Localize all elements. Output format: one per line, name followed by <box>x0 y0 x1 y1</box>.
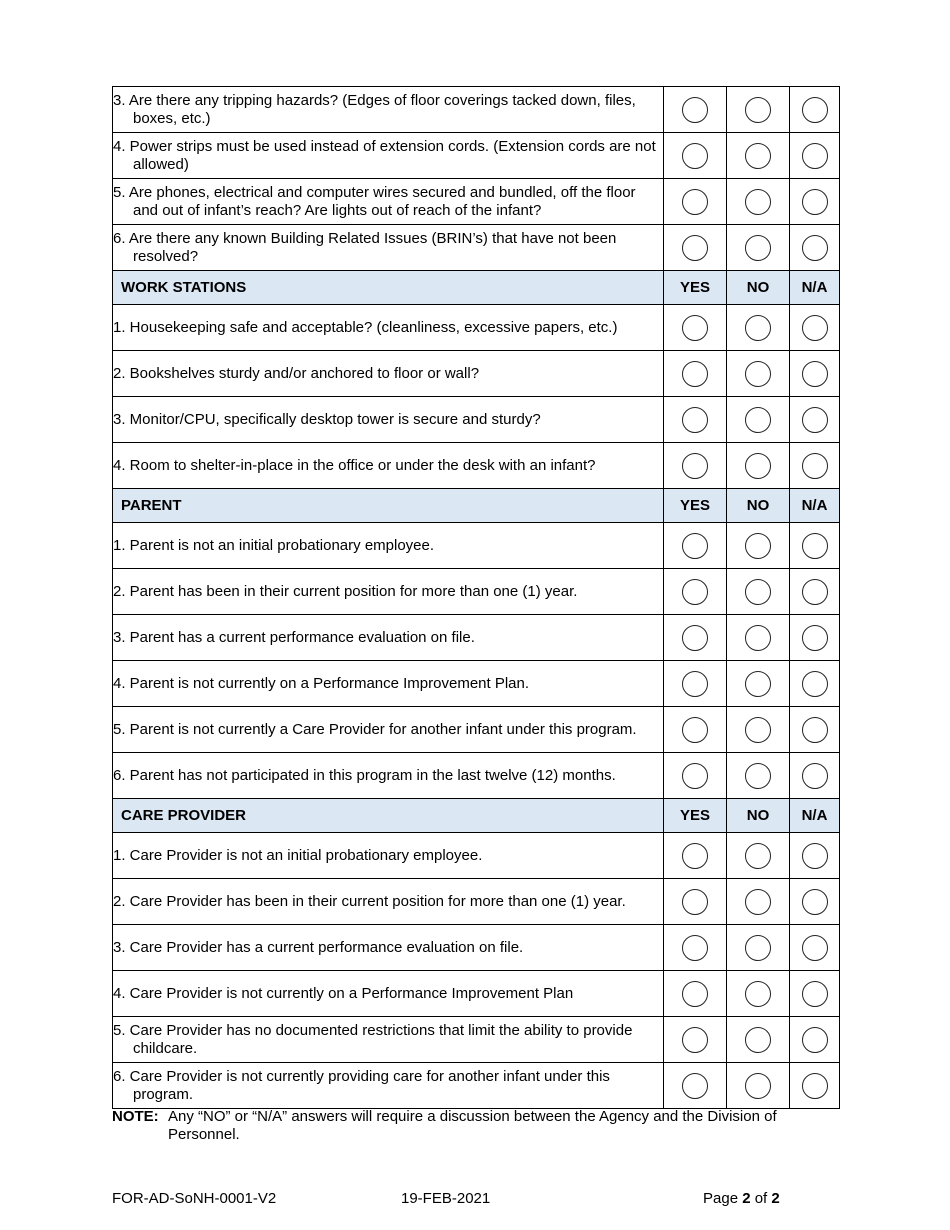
option-cell-no <box>727 925 790 971</box>
column-header-na: N/A <box>790 799 840 833</box>
column-header-no: NO <box>727 489 790 523</box>
radio-no[interactable] <box>745 143 771 169</box>
option-cell-na <box>790 753 840 799</box>
option-cell-na <box>790 707 840 753</box>
question-text: 2. Care Provider has been in their current position for more than one (1) year. <box>113 892 626 910</box>
option-cell-na <box>790 615 840 661</box>
option-cell-yes <box>664 397 727 443</box>
radio-yes[interactable] <box>682 189 708 215</box>
radio-no[interactable] <box>745 763 771 789</box>
option-cell-no <box>727 879 790 925</box>
question-cell <box>113 523 664 569</box>
radio-na[interactable] <box>802 97 828 123</box>
column-header-na: N/A <box>790 271 840 305</box>
note-text: Any “NO” or “N/A” answers will require a discussion between the Agency and the Division of Personnel. <box>168 1108 777 1143</box>
radio-na[interactable] <box>802 315 828 341</box>
radio-yes[interactable] <box>682 361 708 387</box>
checklist-row <box>113 569 840 615</box>
option-cell-yes <box>664 707 727 753</box>
page-prefix: Page <box>703 1190 743 1207</box>
section-title: WORK STATIONS <box>113 271 664 305</box>
checklist-row <box>113 305 840 351</box>
form-date: 19-FEB-2021 <box>401 1190 491 1207</box>
option-cell-no <box>727 397 790 443</box>
radio-no[interactable] <box>745 1027 771 1053</box>
option-cell-no <box>727 615 790 661</box>
question-cell <box>113 925 664 971</box>
question-text: 5. Care Provider has no documented restrictions that limit the ability to provide childcare. <box>113 1021 633 1057</box>
option-cell-yes <box>664 351 727 397</box>
page-total: 2 <box>771 1190 780 1207</box>
question-cell <box>113 133 664 179</box>
question-cell <box>113 615 664 661</box>
option-cell-no <box>727 1017 790 1063</box>
option-cell-yes <box>664 225 727 271</box>
radio-yes[interactable] <box>682 315 708 341</box>
radio-no[interactable] <box>745 1073 771 1099</box>
question-text: 5. Are phones, electrical and computer wires secured and bundled, off the floor and out of infant’s reach? Are lights out of reach of the infant? <box>113 183 636 219</box>
checklist-row <box>113 661 840 707</box>
option-cell-no <box>727 443 790 489</box>
radio-na[interactable] <box>802 935 828 961</box>
option-cell-na <box>790 569 840 615</box>
question-text: 6. Parent has not participated in this program in the last twelve (12) months. <box>113 766 616 784</box>
question-text: 3. Are there any tripping hazards? (Edges of floor coverings tacked down, files, boxes, etc.) <box>113 91 636 127</box>
radio-yes[interactable] <box>682 235 708 261</box>
column-header-yes: YES <box>664 799 727 833</box>
checklist-row <box>113 179 840 225</box>
question-text: 4. Power strips must be used instead of extension cords. (Extension cords are not allowed) <box>113 137 656 173</box>
question-cell <box>113 225 664 271</box>
radio-yes[interactable] <box>682 143 708 169</box>
section-title: CARE PROVIDER <box>113 799 664 833</box>
radio-yes[interactable] <box>682 763 708 789</box>
option-cell-na <box>790 1063 840 1109</box>
column-header-na: N/A <box>790 489 840 523</box>
radio-no[interactable] <box>745 315 771 341</box>
page-number <box>703 1190 780 1207</box>
note <box>112 1108 832 1144</box>
question-cell <box>113 1017 664 1063</box>
question-cell <box>113 753 664 799</box>
question-text: 1. Care Provider is not an initial probationary employee. <box>113 846 483 864</box>
option-cell-na <box>790 443 840 489</box>
question-text: 4. Parent is not currently on a Performance Improvement Plan. <box>113 674 530 692</box>
note-label: NOTE: <box>112 1108 159 1125</box>
question-cell <box>113 1063 664 1109</box>
radio-na[interactable] <box>802 143 828 169</box>
checklist-row <box>113 133 840 179</box>
option-cell-na <box>790 225 840 271</box>
radio-no[interactable] <box>745 935 771 961</box>
option-cell-no <box>727 753 790 799</box>
option-cell-no <box>727 523 790 569</box>
option-cell-no <box>727 225 790 271</box>
radio-na[interactable] <box>802 189 828 215</box>
section-header <box>113 271 840 305</box>
question-cell <box>113 707 664 753</box>
checklist-row <box>113 523 840 569</box>
question-text: 2. Bookshelves sturdy and/or anchored to floor or wall? <box>113 364 480 382</box>
option-cell-yes <box>664 925 727 971</box>
option-cell-na <box>790 1017 840 1063</box>
radio-yes[interactable] <box>682 625 708 651</box>
option-cell-yes <box>664 569 727 615</box>
option-cell-na <box>790 925 840 971</box>
checklist-row <box>113 443 840 489</box>
page-middle: of <box>750 1190 772 1207</box>
page-current: 2 <box>742 1190 751 1207</box>
option-cell-na <box>790 397 840 443</box>
radio-yes[interactable] <box>682 453 708 479</box>
radio-no[interactable] <box>745 625 771 651</box>
question-cell <box>113 879 664 925</box>
radio-na[interactable] <box>802 763 828 789</box>
question-text: 3. Care Provider has a current performance evaluation on file. <box>113 938 524 956</box>
option-cell-yes <box>664 305 727 351</box>
option-cell-na <box>790 87 840 133</box>
question-cell <box>113 87 664 133</box>
radio-na[interactable] <box>802 453 828 479</box>
option-cell-no <box>727 87 790 133</box>
radio-na[interactable] <box>802 361 828 387</box>
checklist-row <box>113 971 840 1017</box>
option-cell-no <box>727 833 790 879</box>
question-cell <box>113 179 664 225</box>
checklist-row <box>113 87 840 133</box>
radio-na[interactable] <box>802 671 828 697</box>
option-cell-no <box>727 569 790 615</box>
option-cell-no <box>727 179 790 225</box>
checklist-row <box>113 833 840 879</box>
option-cell-no <box>727 305 790 351</box>
radio-na[interactable] <box>802 407 828 433</box>
checklist-row <box>113 225 840 271</box>
option-cell-yes <box>664 87 727 133</box>
option-cell-na <box>790 523 840 569</box>
checklist-row <box>113 879 840 925</box>
radio-no[interactable] <box>745 889 771 915</box>
column-header-yes: YES <box>664 271 727 305</box>
option-cell-no <box>727 971 790 1017</box>
question-text: 3. Monitor/CPU, specifically desktop tower is secure and sturdy? <box>113 410 541 428</box>
radio-no[interactable] <box>745 97 771 123</box>
form-id: FOR-AD-SoNH-0001-V2 <box>112 1190 277 1207</box>
radio-no[interactable] <box>745 235 771 261</box>
radio-yes[interactable] <box>682 671 708 697</box>
question-cell <box>113 397 664 443</box>
question-text: 3. Parent has a current performance evaluation on file. <box>113 628 475 646</box>
option-cell-no <box>727 1063 790 1109</box>
question-cell <box>113 569 664 615</box>
checklist-row <box>113 615 840 661</box>
radio-na[interactable] <box>802 717 828 743</box>
radio-no[interactable] <box>745 407 771 433</box>
radio-yes[interactable] <box>682 407 708 433</box>
checklist-row <box>113 351 840 397</box>
option-cell-yes <box>664 615 727 661</box>
radio-no[interactable] <box>745 453 771 479</box>
radio-na[interactable] <box>802 533 828 559</box>
option-cell-na <box>790 305 840 351</box>
radio-yes[interactable] <box>682 533 708 559</box>
radio-no[interactable] <box>745 579 771 605</box>
radio-yes[interactable] <box>682 1027 708 1053</box>
section-header <box>113 799 840 833</box>
option-cell-yes <box>664 1017 727 1063</box>
radio-no[interactable] <box>745 361 771 387</box>
option-cell-na <box>790 351 840 397</box>
question-cell <box>113 833 664 879</box>
radio-na[interactable] <box>802 579 828 605</box>
option-cell-yes <box>664 879 727 925</box>
question-text: 2. Parent has been in their current position for more than one (1) year. <box>113 582 578 600</box>
radio-yes[interactable] <box>682 1073 708 1099</box>
checklist-row <box>113 1017 840 1063</box>
question-cell <box>113 351 664 397</box>
option-cell-no <box>727 707 790 753</box>
column-header-no: NO <box>727 799 790 833</box>
question-text: 4. Room to shelter-in-place in the office or under the desk with an infant? <box>113 456 596 474</box>
question-cell <box>113 305 664 351</box>
column-header-yes: YES <box>664 489 727 523</box>
question-text: 1. Housekeeping safe and acceptable? (cleanliness, excessive papers, etc.) <box>113 318 618 336</box>
question-text: 6. Care Provider is not currently providing care for another infant under this program. <box>113 1067 610 1103</box>
radio-yes[interactable] <box>682 97 708 123</box>
checklist-row <box>113 707 840 753</box>
checklist-row <box>113 1063 840 1109</box>
option-cell-na <box>790 833 840 879</box>
option-cell-yes <box>664 753 727 799</box>
radio-yes[interactable] <box>682 981 708 1007</box>
question-cell <box>113 661 664 707</box>
radio-no[interactable] <box>745 189 771 215</box>
radio-na[interactable] <box>802 625 828 651</box>
option-cell-na <box>790 661 840 707</box>
radio-no[interactable] <box>745 717 771 743</box>
radio-yes[interactable] <box>682 935 708 961</box>
option-cell-no <box>727 661 790 707</box>
checklist-table <box>112 86 840 1109</box>
option-cell-na <box>790 971 840 1017</box>
option-cell-yes <box>664 133 727 179</box>
radio-na[interactable] <box>802 1073 828 1099</box>
radio-yes[interactable] <box>682 889 708 915</box>
option-cell-yes <box>664 661 727 707</box>
section-header <box>113 489 840 523</box>
radio-no[interactable] <box>745 533 771 559</box>
question-text: 1. Parent is not an initial probationary employee. <box>113 536 435 554</box>
question-text: 4. Care Provider is not currently on a Performance Improvement Plan <box>113 984 574 1002</box>
question-text: 6. Are there any known Building Related Issues (BRIN’s) that have not been resolved? <box>113 229 617 265</box>
radio-na[interactable] <box>802 843 828 869</box>
checklist-row <box>113 397 840 443</box>
radio-no[interactable] <box>745 671 771 697</box>
option-cell-no <box>727 133 790 179</box>
option-cell-yes <box>664 833 727 879</box>
radio-yes[interactable] <box>682 579 708 605</box>
option-cell-yes <box>664 1063 727 1109</box>
option-cell-na <box>790 133 840 179</box>
option-cell-na <box>790 879 840 925</box>
radio-yes[interactable] <box>682 843 708 869</box>
question-text: 5. Parent is not currently a Care Provider for another infant under this program. <box>113 720 637 738</box>
option-cell-yes <box>664 179 727 225</box>
radio-no[interactable] <box>745 843 771 869</box>
option-cell-no <box>727 351 790 397</box>
section-title: PARENT <box>113 489 664 523</box>
option-cell-yes <box>664 971 727 1017</box>
option-cell-na <box>790 179 840 225</box>
option-cell-yes <box>664 443 727 489</box>
question-cell <box>113 443 664 489</box>
column-header-no: NO <box>727 271 790 305</box>
radio-na[interactable] <box>802 889 828 915</box>
radio-na[interactable] <box>802 1027 828 1053</box>
radio-yes[interactable] <box>682 717 708 743</box>
checklist-row <box>113 753 840 799</box>
radio-na[interactable] <box>802 981 828 1007</box>
checklist-row <box>113 925 840 971</box>
question-cell <box>113 971 664 1017</box>
option-cell-yes <box>664 523 727 569</box>
radio-na[interactable] <box>802 235 828 261</box>
radio-no[interactable] <box>745 981 771 1007</box>
